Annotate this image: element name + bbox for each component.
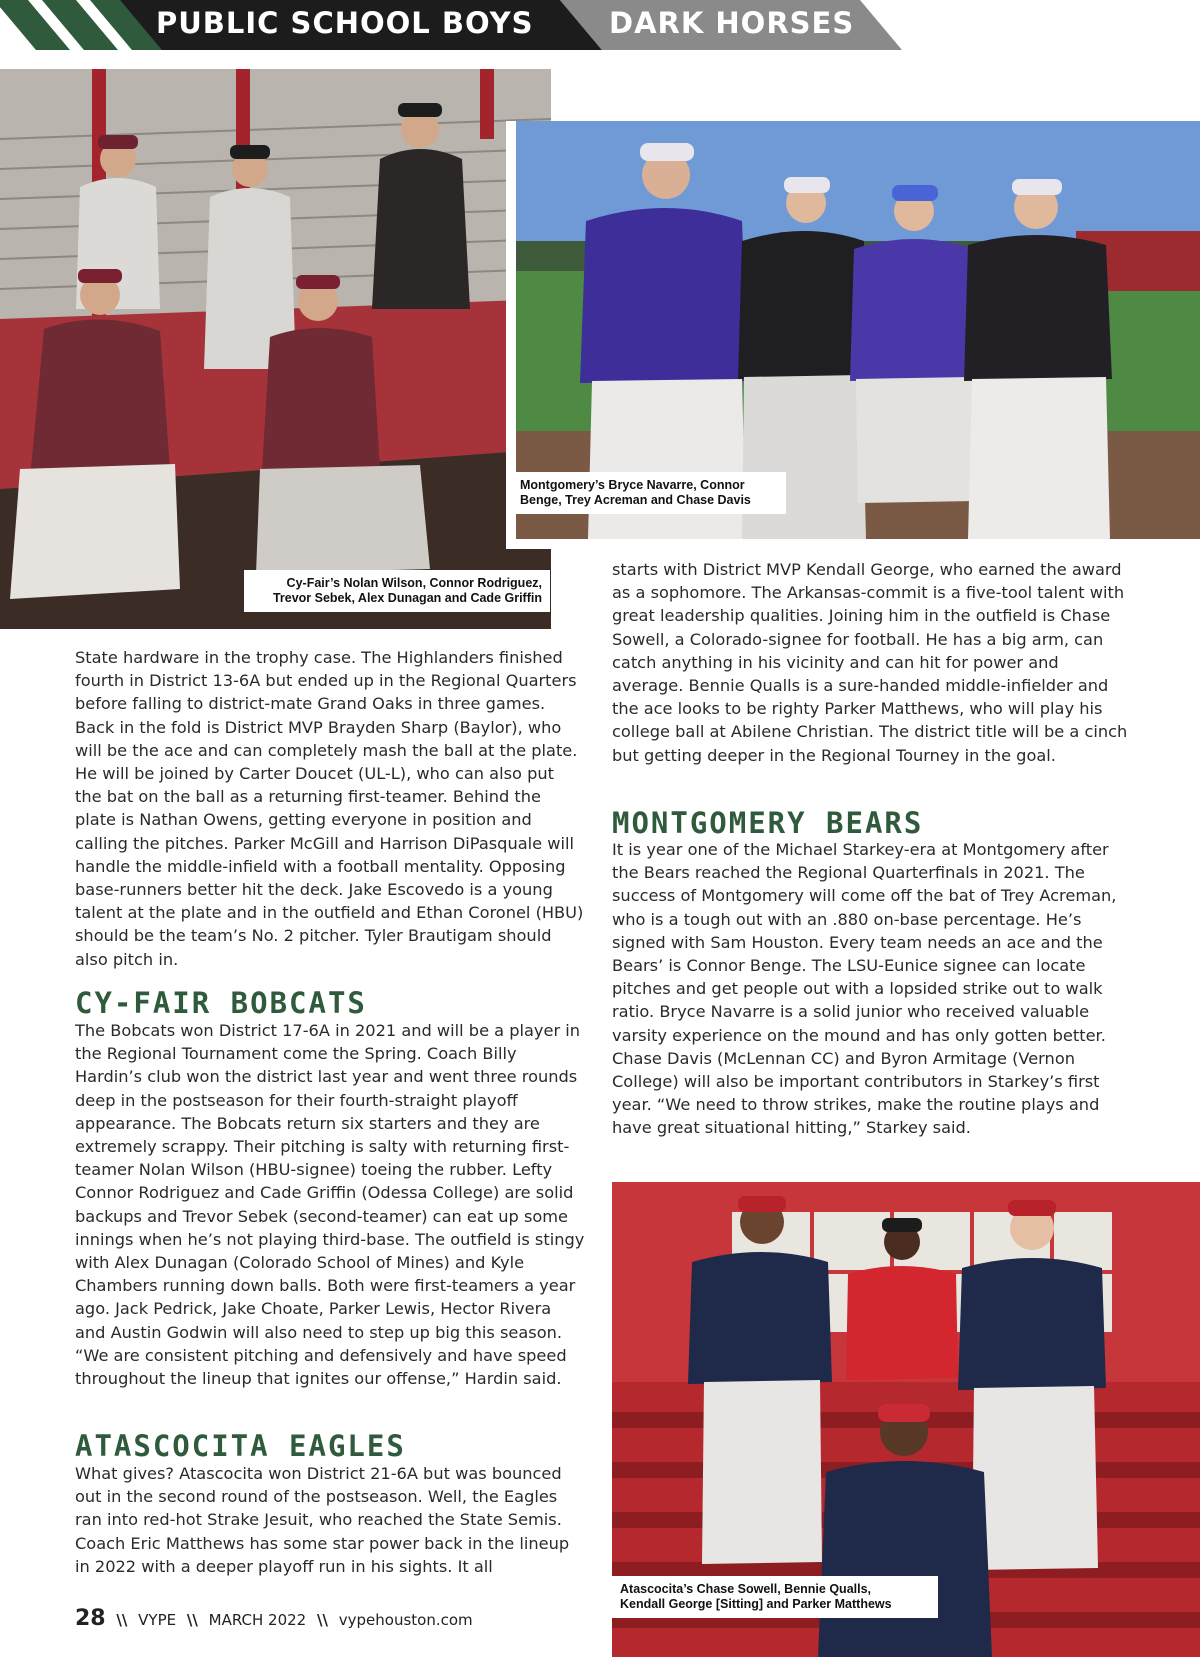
section-heading: MONTGOMERY BEARS <box>612 806 924 840</box>
article-paragraph: It is year one of the Michael Starkey-era at Montgomery after the Bears reached the Regional Quarterfinals in 2021. The success of Montgomery will come off the bat of Trey Acreman, who is a tough out with an .880 on-base percentage. He’s signed with Sam Houston. Every team needs an ace and the Bears’ is Connor Benge. The LSU-Eunice signee can locate pitches and get people out with a lopsided strike out to walk ratio. Bryce Navarre is a solid junior who received valuable varsity experience on the mound and has only gotten better. Chase Davis (McLennan CC) and Byron Armitage (Vernon College) will also be important contributors in Starkey’s first year. “We need to throw strikes, make the routine plays and have great situational hitting,” Starkey said. <box>612 840 1117 1138</box>
atascocita-photo-caption <box>612 1576 938 1618</box>
cyfair-team-photo <box>0 69 551 629</box>
article-paragraph: The Bobcats won District 17-6A in 2021 and will be a player in the Regional Tournament come the Spring. Coach Billy Hardin’s club won the district last year and went three rounds deep in the postseason for their fourth-straight playoff appearance. The Bobcats return six starters and they are extremely scrappy. Their pitching is salty with returning first-teamer Nolan Wilson (HBU-signee) toeing the rubber. Lefty Connor Rodriguez and Cade Griffin (Odessa College) are solid backups and Trevor Sebek (second-teamer) can eat up some innings when he’s not playing third-base. The outfield is stingy with Alex Dunagan (Colorado School of Mines) and Kyle Chambers running down balls. Both were first-teamers a year ago. Jack Pedrick, Jake Choate, Parker Lewis, Hector Rivera and Austin Godwin will also need to step up big this season. “We are consistent pitching and defensively and have speed throughout the lineup that ignites our offense,” Hardin said. <box>75 1021 585 1389</box>
cyfair-photo-caption <box>244 570 550 612</box>
section-heading: ATASCOCITA EAGLES <box>75 1429 406 1463</box>
section-label: PUBLIC SCHOOL BOYS <box>156 6 534 40</box>
caption-line: Benge, Trey Acreman and Chase Davis <box>520 493 751 507</box>
magazine-name: VYPE <box>138 1611 177 1629</box>
caption-line: Trevor Sebek, Alex Dunagan and Cade Griffin <box>272 591 542 605</box>
montgomery-photo-caption <box>512 472 786 514</box>
category-label: DARK HORSES <box>609 6 855 40</box>
website-link[interactable]: vypehouston.com <box>338 1611 473 1629</box>
caption-line: Cy-Fair’s Nolan Wilson, Connor Rodriguez, <box>286 576 542 590</box>
page-header <box>0 0 1200 52</box>
article-paragraph: State hardware in the trophy case. The Highlanders finished fourth in District 13-6A but ended up in the Regional Quarters before falling to district-mate Grand Oaks in three games. Back in the fold is District MVP Brayden Sharp (Baylor), who will be the ace and can completely mash the ball at the plate. He will be joined by Carter Doucet (UL-L), who can also put the bat on the ball as a returning first-teamer. Behind the plate is Nathan Owens, getting everyone in position and calling the pitches. Parker McGill and Harrison DiPasquale will handle the middle-infield with a football mentality. Opposing base-runners better hit the deck. Jake Escovedo is a young talent at the plate and in the outfield and Ethan Coronel (HBU) should be the team’s No. 2 pitcher. Tyler Brautigam should also pitch in. <box>75 648 584 969</box>
page-footer <box>75 1606 473 1631</box>
caption-line: Kendall George [Sitting] and Parker Matthews <box>620 1597 892 1611</box>
page-number: 28 <box>75 1606 106 1631</box>
article-paragraph: starts with District MVP Kendall George, who earned the award as a sophomore. The Arkansas-commit is a five-tool talent with great leadership qualities. Joining him in the outfield is Chase Sowell, a Colorado-signee for football. He has a big arm, can catch anything in his vicinity and can hit for power and average. Bennie Qualls is a sure-handed middle-infielder and the ace looks to be righty Parker Matthews, who will play his college ball at Abilene Christian. The district title will be a cinch but getting deeper in the Regional Tourney in the goal. <box>612 560 1128 765</box>
footer-separator: \\ <box>317 1611 328 1629</box>
footer-separator: \\ <box>116 1611 128 1629</box>
article-paragraph: What gives? Atascocita won District 21-6A but was bounced out in the second round of the postseason. Well, the Eagles ran into red-hot Strake Jesuit, who reached the State Semis. Coach Eric Matthews has some star power back in the lineup in 2022 with a deeper playoff run in his sights. It all <box>75 1464 570 1576</box>
caption-line: Montgomery’s Bryce Navarre, Connor <box>520 478 745 492</box>
footer-separator: \\ <box>186 1611 198 1629</box>
caption-line: Atascocita’s Chase Sowell, Bennie Qualls, <box>620 1582 872 1596</box>
section-heading: CY-FAIR BOBCATS <box>75 986 367 1020</box>
issue-date: MARCH 2022 <box>208 1611 307 1629</box>
